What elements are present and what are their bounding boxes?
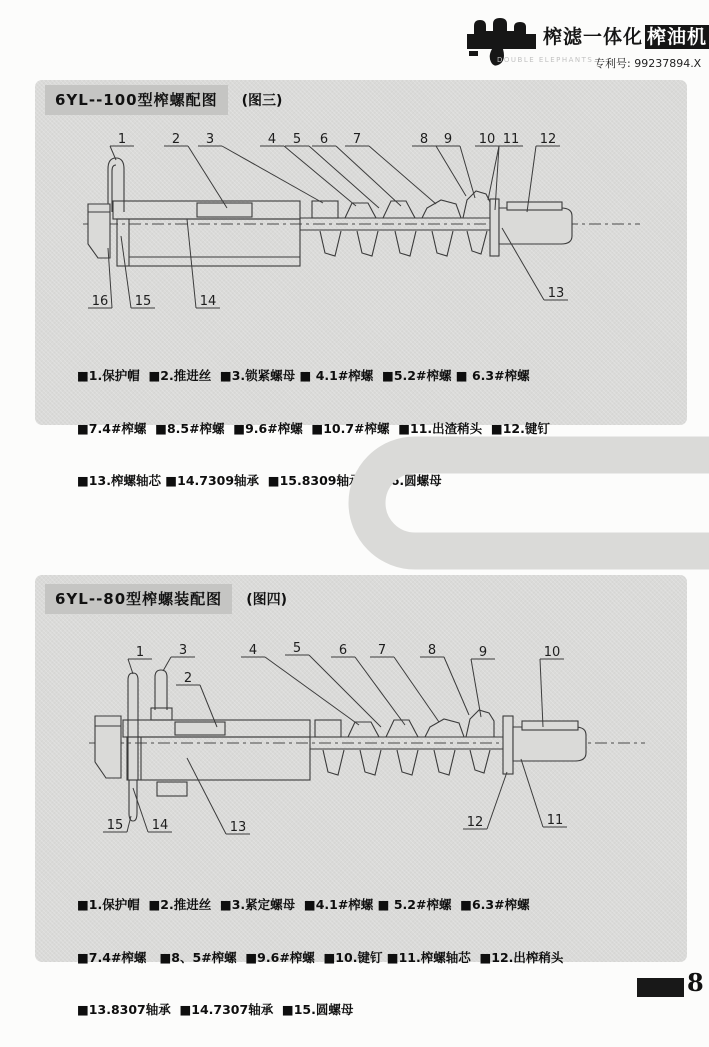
brand-title: 榨滤一体化 xyxy=(543,26,644,48)
panel2-title-row xyxy=(45,584,287,614)
callout-number: 6 xyxy=(319,132,329,147)
callout-number: 13 xyxy=(547,286,565,301)
callout-leader xyxy=(345,146,436,204)
callout-number: 7 xyxy=(377,643,387,658)
callout-number: 5 xyxy=(292,132,302,147)
screw-assembly-drawing-1 xyxy=(83,158,640,266)
callout-leader xyxy=(312,146,401,206)
callout-leader xyxy=(331,657,405,725)
callout-number: 2 xyxy=(183,671,193,686)
diagram2-callouts xyxy=(103,641,567,835)
callout-number: 2 xyxy=(171,132,181,147)
callout-number: 14 xyxy=(199,294,217,309)
callout-leader xyxy=(164,146,227,208)
callout-number: 12 xyxy=(539,132,557,147)
callout-number: 3 xyxy=(178,643,188,658)
panel1-title: 6YL--100型榨螺配图 xyxy=(45,85,228,115)
screw-assembly-drawing-2 xyxy=(89,670,645,821)
callout-number: 10 xyxy=(543,645,561,660)
callout-number: 1 xyxy=(117,132,127,147)
callout-number: 12 xyxy=(466,815,484,830)
callout-leader xyxy=(285,655,381,727)
divider-hook-shape xyxy=(300,430,709,575)
panel1-title-row xyxy=(45,85,282,115)
parts-line: ■1.保护帽 ■2.推进丝 ■3.紧定螺母 ■4.1#榨螺 ■ 5.2#榨螺 ■6.3#榨螺 xyxy=(77,897,530,912)
callout-number: 6 xyxy=(338,643,348,658)
callout-leader xyxy=(436,146,475,198)
callout-leader xyxy=(285,146,379,208)
callout-number: 14 xyxy=(151,818,169,833)
callout-number: 10 xyxy=(478,132,496,147)
callout-number: 11 xyxy=(502,132,520,147)
assembly-diagram-2 xyxy=(75,630,655,880)
callout-number: 15 xyxy=(134,294,152,309)
callout-number: 13 xyxy=(229,820,247,835)
brand-title-line xyxy=(543,22,709,49)
callout-leader xyxy=(198,146,323,203)
callout-number: 3 xyxy=(205,132,215,147)
panel2-title: 6YL--80型榨螺装配图 xyxy=(45,584,232,614)
callout-leader xyxy=(128,659,152,674)
panel1-figure-label: (图三) xyxy=(241,93,283,109)
brand-title-boxed: 榨油机 xyxy=(647,26,708,48)
callout-leader xyxy=(540,659,564,727)
parts-line: ■1.保护帽 ■2.推进丝 ■3.锁紧螺母 ■ 4.1#榨螺 ■5.2#榨螺 ■ 6.3#榨螺 xyxy=(77,368,530,383)
brand-header xyxy=(451,14,708,72)
parts-list-2 xyxy=(77,861,563,1047)
callout-number: 7 xyxy=(352,132,362,147)
callout-number: 9 xyxy=(478,645,488,660)
callout-number: 8 xyxy=(427,643,437,658)
callout-number: 16 xyxy=(91,294,109,309)
panel2-figure-label: (图四) xyxy=(246,592,287,608)
callout-number: 4 xyxy=(248,643,258,658)
callout-number: 8 xyxy=(419,132,429,147)
callout-number: 9 xyxy=(443,132,453,147)
callout-leader xyxy=(420,657,469,715)
callout-leader xyxy=(370,657,439,722)
callout-leader xyxy=(176,685,217,727)
callout-number: 11 xyxy=(546,813,564,828)
parts-line: ■7.4#榨螺 ■8、5#榨螺 ■9.6#榨螺 ■10.键钉 ■11.榨螺轴芯 ■12.出榨稍头 xyxy=(77,949,564,965)
panel-6yl-100 xyxy=(35,80,687,488)
footer-marker-bar xyxy=(637,978,684,997)
parts-line: ■13.8307轴承 ■14.7307轴承 ■15.圆螺母 xyxy=(77,1002,354,1017)
page-number: 8 xyxy=(687,968,704,997)
callout-leader xyxy=(241,657,359,725)
callout-leader xyxy=(163,657,195,671)
callout-number: 5 xyxy=(292,641,302,656)
parts-line: ■7.4#榨螺 ■8.5#榨螺 ■9.6#榨螺 ■10.7#榨螺 ■11.出渣稍头 ■12.键钉 xyxy=(77,420,550,436)
callout-leader xyxy=(412,146,466,196)
brand-subtitle: DOUBLE ELEPHANTS xyxy=(497,56,594,64)
callout-number: 1 xyxy=(135,645,145,660)
callout-number: 4 xyxy=(267,132,277,147)
callout-leader xyxy=(471,659,495,717)
parts-line: ■13.榨螺轴芯 ■14.7309轴承 ■15.8309轴承 ■16.圆螺母 xyxy=(77,473,442,488)
callout-number: 15 xyxy=(106,818,124,833)
patent-number: 专利号: 99237894.X xyxy=(594,57,702,70)
panel-6yl-80 xyxy=(35,575,687,1017)
